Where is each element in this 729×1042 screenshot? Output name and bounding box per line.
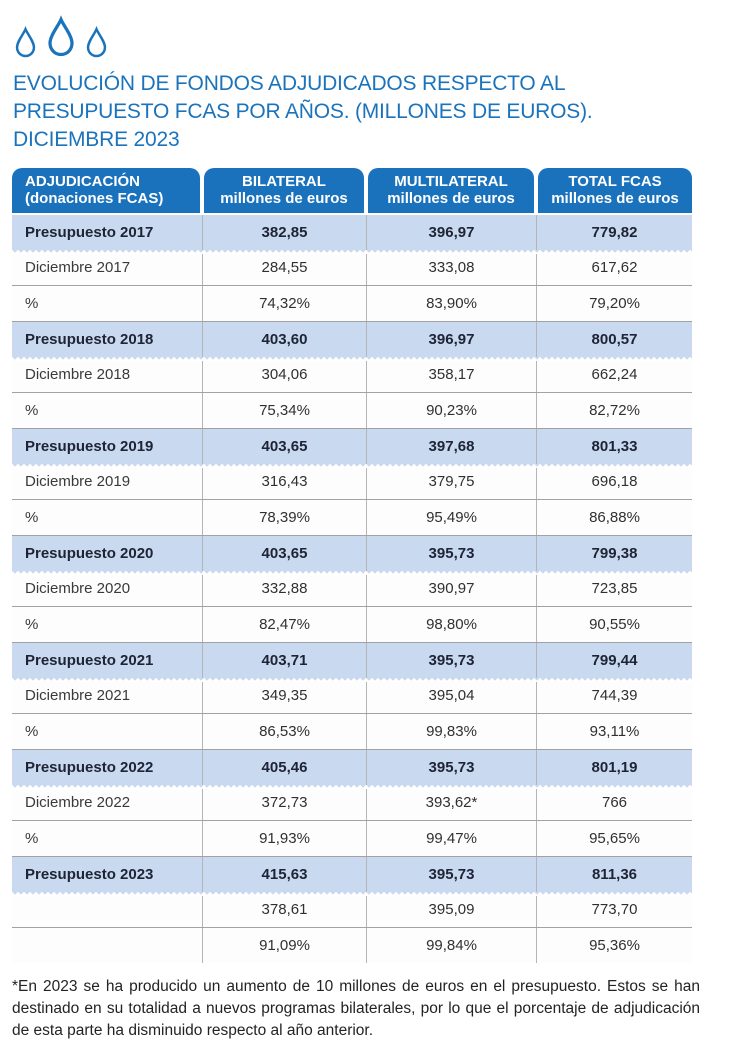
value-cell: 95,36%	[536, 928, 692, 963]
value-cell: 91,93%	[202, 821, 366, 856]
column-sublabel: millones de euros	[551, 190, 679, 207]
row-label-cell: %	[25, 723, 39, 740]
value-cell: 86,88%	[536, 500, 692, 535]
value-cell: 811,36	[536, 857, 692, 892]
value-cell: 95,65%	[536, 821, 692, 856]
value-cell: 332,88	[202, 571, 366, 606]
value-cell: 99,84%	[366, 928, 536, 963]
value-cell: 397,68	[366, 429, 536, 464]
value-cell: 766	[536, 785, 692, 820]
table-body	[12, 215, 692, 963]
value-cell: 799,44	[536, 643, 692, 678]
value-cell: 696,18	[536, 464, 692, 499]
value-cell: 395,73	[366, 643, 536, 678]
value-cell: 333,08	[366, 250, 536, 285]
water-drop-icon	[85, 26, 108, 60]
row-label-cell: Diciembre 2019	[25, 473, 131, 490]
column-header-multilateral	[368, 168, 534, 213]
value-cell: 744,39	[536, 678, 692, 713]
value-cell: 403,65	[202, 429, 366, 464]
row-label-cell	[12, 928, 202, 963]
value-cell: 403,71	[202, 643, 366, 678]
row-label-cell: %	[25, 402, 39, 419]
table-row	[12, 607, 692, 643]
value-cell: 372,73	[202, 785, 366, 820]
table-row	[12, 250, 692, 286]
value-cell: 382,85	[202, 215, 366, 250]
table-row	[12, 892, 692, 928]
value-cell: 99,47%	[366, 821, 536, 856]
row-label-cell: Diciembre 2018	[25, 366, 131, 383]
value-cell: 99,83%	[366, 714, 536, 749]
value-cell: 93,11%	[536, 714, 692, 749]
table-row	[12, 393, 692, 429]
value-cell: 284,55	[202, 250, 366, 285]
column-label: MULTILATERAL	[394, 173, 508, 190]
row-label-cell: Presupuesto 2019	[25, 438, 154, 455]
table-row	[12, 928, 692, 963]
value-cell: 396,97	[366, 215, 536, 250]
value-cell: 800,57	[536, 322, 692, 357]
table-row	[12, 536, 692, 571]
row-label-cell: Diciembre 2022	[25, 794, 131, 811]
column-label: TOTAL FCAS	[568, 173, 662, 190]
row-label-cell: Presupuesto 2021	[25, 652, 154, 669]
value-cell: 82,72%	[536, 393, 692, 428]
value-cell: 74,32%	[202, 286, 366, 321]
row-label-cell: Diciembre 2017	[25, 259, 131, 276]
table-row	[12, 750, 692, 785]
row-label-cell: Presupuesto 2023	[25, 866, 154, 883]
value-cell: 83,90%	[366, 286, 536, 321]
row-label-cell: %	[25, 616, 39, 633]
table-row	[12, 322, 692, 357]
row-label-cell: Presupuesto 2022	[25, 759, 154, 776]
row-label-cell: Presupuesto 2017	[25, 224, 154, 241]
value-cell: 90,55%	[536, 607, 692, 642]
table-row	[12, 429, 692, 464]
row-label-cell	[12, 892, 202, 927]
value-cell: 395,73	[366, 857, 536, 892]
table-row	[12, 714, 692, 750]
value-cell: 358,17	[366, 357, 536, 392]
value-cell: 86,53%	[202, 714, 366, 749]
value-cell: 316,43	[202, 464, 366, 499]
column-label: BILATERAL	[242, 173, 326, 190]
footnote: *En 2023 se ha producido un aumento de 10 millones de euros en el presupuesto. Estos se han destinado en su totalidad a nuevos programas bilaterales, por lo que el porcentaje de adjudicación de esta parte ha disminuido respecto al año anterior.	[12, 978, 700, 1039]
table-row	[12, 215, 692, 250]
column-header-adjudicacion	[12, 168, 200, 213]
value-cell: 723,85	[536, 571, 692, 606]
value-cell: 91,09%	[202, 928, 366, 963]
row-label-cell: Diciembre 2020	[25, 580, 131, 597]
value-cell: 379,75	[366, 464, 536, 499]
column-sublabel: (donaciones FCAS)	[25, 190, 164, 207]
value-cell: 395,04	[366, 678, 536, 713]
value-cell: 395,73	[366, 750, 536, 785]
value-cell: 799,38	[536, 536, 692, 571]
column-header-total-fcas	[538, 168, 692, 213]
table-row	[12, 571, 692, 607]
value-cell: 349,35	[202, 678, 366, 713]
column-header-bilateral	[204, 168, 364, 213]
water-drops-icon	[14, 14, 729, 60]
row-label-cell: %	[25, 830, 39, 847]
value-cell: 395,73	[366, 536, 536, 571]
value-cell: 403,65	[202, 536, 366, 571]
table-row	[12, 464, 692, 500]
table-row	[12, 643, 692, 678]
table-row	[12, 857, 692, 892]
value-cell: 79,20%	[536, 286, 692, 321]
value-cell: 78,39%	[202, 500, 366, 535]
value-cell: 90,23%	[366, 393, 536, 428]
value-cell: 801,19	[536, 750, 692, 785]
value-cell: 393,62*	[366, 785, 536, 820]
value-cell: 390,97	[366, 571, 536, 606]
table-row	[12, 678, 692, 714]
table-row	[12, 357, 692, 393]
row-label-cell: %	[25, 509, 39, 526]
value-cell: 801,33	[536, 429, 692, 464]
value-cell: 396,97	[366, 322, 536, 357]
column-label: ADJUDICACIÓN	[25, 173, 141, 190]
fcas-table	[12, 168, 692, 963]
row-label-cell: Diciembre 2021	[25, 687, 131, 704]
table-row	[12, 821, 692, 857]
column-sublabel: millones de euros	[220, 190, 348, 207]
row-label-cell: %	[25, 295, 39, 312]
table-row	[12, 500, 692, 536]
table-row	[12, 286, 692, 322]
value-cell: 779,82	[536, 215, 692, 250]
row-label-cell: Presupuesto 2018	[25, 331, 154, 348]
value-cell: 403,60	[202, 322, 366, 357]
page-title: EVOLUCIÓN DE FONDOS ADJUDICADOS RESPECTO AL PRESUPUESTO FCAS POR AÑOS. (MILLONES DE EUROS). DICIEMBRE 2023	[13, 72, 593, 151]
table-row	[12, 785, 692, 821]
value-cell: 304,06	[202, 357, 366, 392]
value-cell: 405,46	[202, 750, 366, 785]
table-header-row	[12, 168, 692, 213]
value-cell: 98,80%	[366, 607, 536, 642]
row-label-cell: Presupuesto 2020	[25, 545, 154, 562]
value-cell: 617,62	[536, 250, 692, 285]
value-cell: 395,09	[366, 892, 536, 927]
value-cell: 415,63	[202, 857, 366, 892]
value-cell: 82,47%	[202, 607, 366, 642]
column-sublabel: millones de euros	[387, 190, 515, 207]
water-drop-icon	[46, 15, 76, 60]
water-drop-icon	[14, 26, 37, 60]
value-cell: 662,24	[536, 357, 692, 392]
value-cell: 773,70	[536, 892, 692, 927]
value-cell: 75,34%	[202, 393, 366, 428]
value-cell: 95,49%	[366, 500, 536, 535]
value-cell: 378,61	[202, 892, 366, 927]
